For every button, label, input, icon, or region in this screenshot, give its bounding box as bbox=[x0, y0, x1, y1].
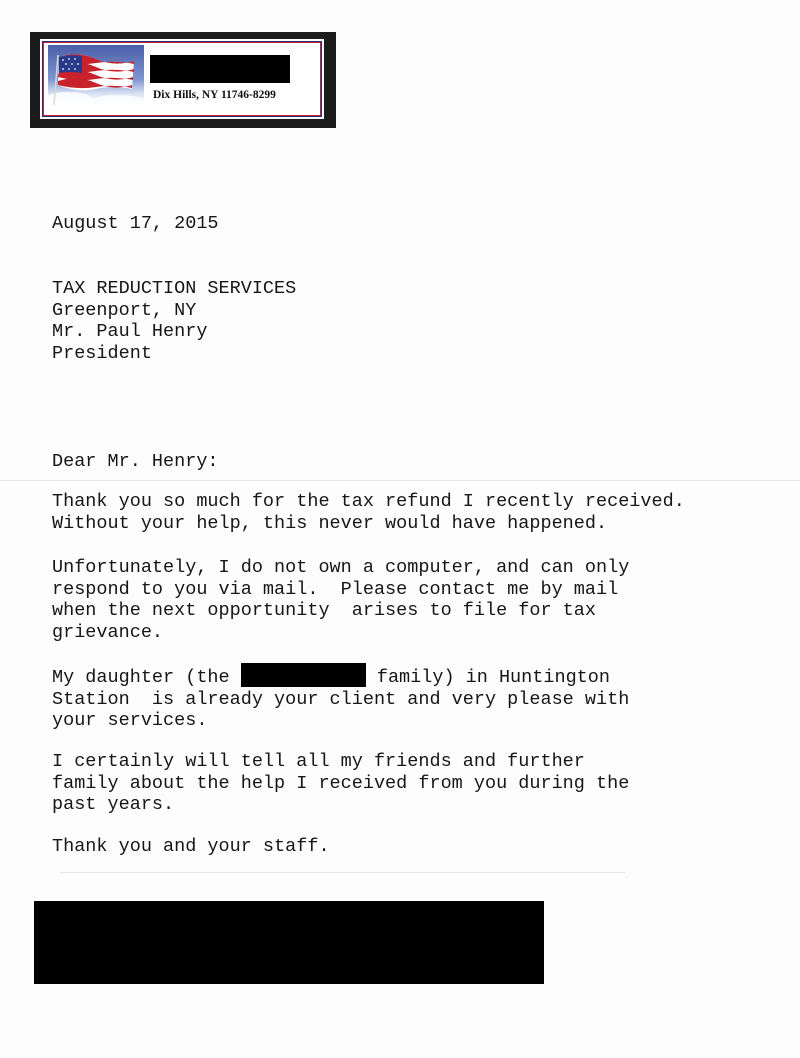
paragraph-2-line: grievance. bbox=[52, 621, 164, 643]
recipient-title: President bbox=[52, 342, 152, 364]
paragraph-2-line: respond to you via mail. Please contact me by mail bbox=[52, 578, 619, 600]
scan-line bbox=[60, 872, 625, 873]
closing-line: Thank you and your staff. bbox=[52, 836, 330, 857]
paragraph-4-line: family about the help I received from you during the bbox=[52, 772, 630, 794]
paragraph-3-line bbox=[52, 663, 629, 689]
paragraph-3-text: My daughter (the bbox=[52, 667, 241, 688]
paragraph-2-line: when the next opportunity arises to file for tax bbox=[52, 600, 596, 621]
paragraph-2 bbox=[52, 557, 629, 643]
paragraph-2-line: Unfortunately, I do not own a computer, and can only bbox=[52, 557, 630, 578]
salutation: Dear Mr. Henry: bbox=[52, 451, 219, 472]
redacted-sender-name bbox=[150, 55, 290, 83]
paragraph-1-line: Without your help, this never would have happened. bbox=[52, 512, 608, 534]
redacted-family-name bbox=[241, 663, 366, 687]
paragraph-4-line: I certainly will tell all my friends and further bbox=[52, 751, 585, 772]
paragraph-1 bbox=[52, 491, 685, 534]
letter-date: August 17, 2015 bbox=[52, 213, 219, 234]
paragraph-3-text: family) in Huntington bbox=[365, 667, 610, 688]
return-address-label bbox=[30, 32, 336, 128]
paragraph-4 bbox=[52, 751, 629, 816]
paragraph-3-line: your services. bbox=[52, 710, 208, 731]
redacted-signature-block bbox=[34, 901, 544, 984]
paragraph-4-line: past years. bbox=[52, 794, 175, 815]
label-inner bbox=[40, 39, 324, 119]
recipient-block bbox=[52, 278, 296, 364]
recipient-name: Mr. Paul Henry bbox=[52, 321, 208, 342]
paragraph-3 bbox=[52, 663, 629, 732]
sender-address: Dix Hills, NY 11746-8299 bbox=[153, 89, 276, 101]
american-flag-icon bbox=[48, 45, 144, 107]
recipient-company: TAX REDUCTION SERVICES bbox=[52, 278, 297, 299]
paragraph-1-line: Thank you so much for the tax refund I recently received. bbox=[52, 491, 685, 512]
scan-line bbox=[0, 480, 800, 481]
recipient-city: Greenport, NY bbox=[52, 299, 197, 321]
paragraph-3-line: Station is already your client and very please with bbox=[52, 688, 630, 710]
